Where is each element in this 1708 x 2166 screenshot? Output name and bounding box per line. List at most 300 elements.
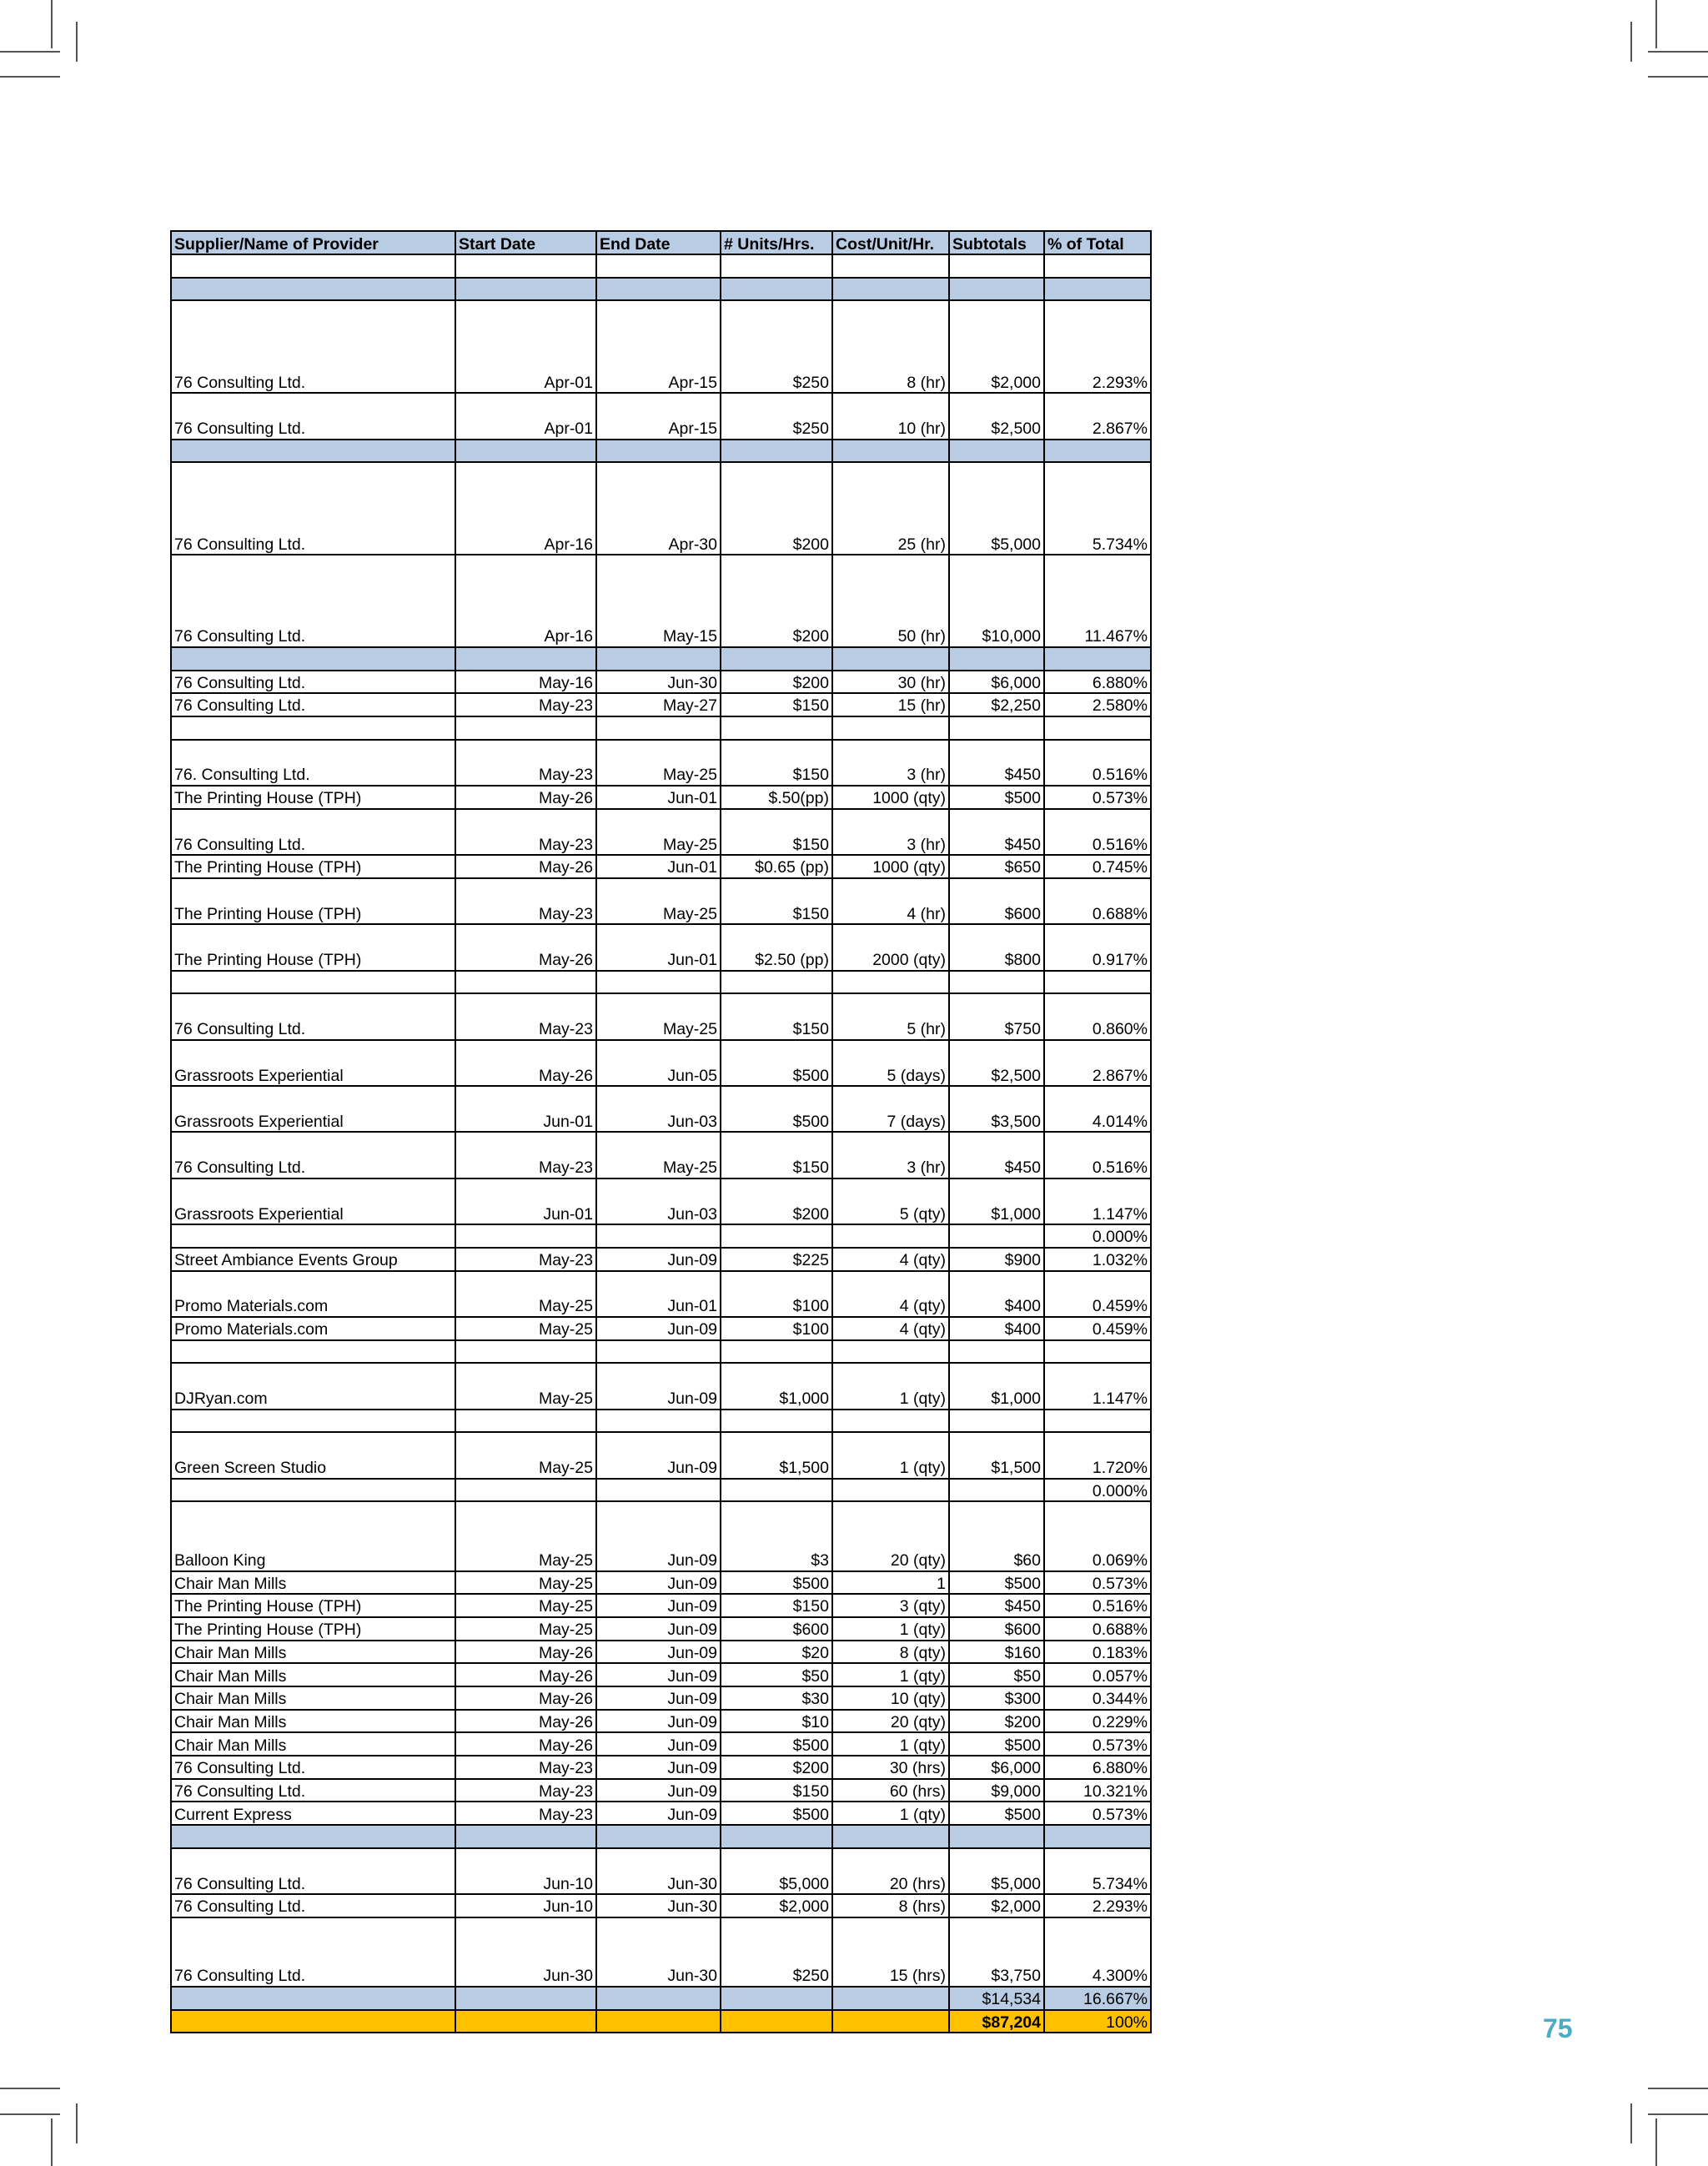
table-cell (949, 971, 1044, 994)
table-body (171, 254, 1151, 2033)
table-cell: $2.50 (pp) (721, 924, 832, 970)
table-cell: 1 (qty) (832, 1732, 949, 1756)
table-row (171, 1040, 1151, 1086)
table-cell: 1 (qty) (832, 1363, 949, 1409)
table-cell: Jun-09 (596, 1363, 721, 1409)
table-cell: 10 (hr) (832, 393, 949, 439)
table-cell: 76 Consulting Ltd. (171, 1779, 455, 1802)
table-cell: $.50(pp) (721, 786, 832, 809)
table-cell (455, 647, 596, 671)
table-cell: $500 (721, 1086, 832, 1132)
table-cell: 15 (hr) (832, 693, 949, 716)
table-cell: May-25 (455, 1501, 596, 1570)
table-cell: 20 (qty) (832, 1710, 949, 1733)
table-cell (949, 1340, 1044, 1364)
table-cell: $150 (721, 993, 832, 1039)
table-cell: May-25 (596, 993, 721, 1039)
table-cell: $750 (949, 993, 1044, 1039)
table-cell: Apr-01 (455, 393, 596, 439)
table-cell: Apr-16 (455, 462, 596, 555)
table-cell (455, 254, 596, 278)
table-row (171, 1802, 1151, 1825)
table-cell: May-26 (455, 1641, 596, 1664)
table-cell: 76 Consulting Ltd. (171, 1894, 455, 1917)
table-cell: $150 (721, 1132, 832, 1178)
table-cell: May-26 (455, 1040, 596, 1086)
crop-mark (1648, 2113, 1708, 2115)
table-cell: $450 (949, 1132, 1044, 1178)
table-cell: $400 (949, 1271, 1044, 1317)
table-cell: 1 (qty) (832, 1663, 949, 1686)
table-cell: 76 Consulting Ltd. (171, 1848, 455, 1894)
table-cell: 5.734% (1044, 462, 1151, 555)
table-cell: Jun-01 (455, 1178, 596, 1224)
table-cell: Jun-09 (596, 1248, 721, 1271)
table-cell: Jun-30 (596, 1917, 721, 1987)
table-cell (596, 1410, 721, 1433)
table-row (171, 1917, 1151, 1987)
table-cell: May-23 (455, 693, 596, 716)
table-cell: The Printing House (TPH) (171, 1594, 455, 1617)
table-cell (1044, 1340, 1151, 1364)
table-cell: Chair Man Mills (171, 1732, 455, 1756)
table-row (171, 786, 1151, 809)
table-cell: $5,000 (949, 462, 1044, 555)
table-cell: 5 (hr) (832, 993, 949, 1039)
table-cell: $2,000 (721, 1894, 832, 1917)
table-cell: 1 (832, 1571, 949, 1595)
table-cell (949, 716, 1044, 740)
table-cell: 3 (qty) (832, 1594, 949, 1617)
table-cell (596, 1825, 721, 1848)
table-cell: 0.688% (1044, 1617, 1151, 1641)
table-cell: $450 (949, 1594, 1044, 1617)
table-cell: May-25 (455, 1271, 596, 1317)
table-cell: The Printing House (TPH) (171, 855, 455, 878)
table-cell (832, 1410, 949, 1433)
table-row (171, 1594, 1151, 1617)
table-cell: 4.300% (1044, 1917, 1151, 1987)
crop-mark (1630, 2103, 1632, 2143)
table-cell: $500 (949, 1732, 1044, 1756)
table-cell (171, 971, 455, 994)
table-row (171, 740, 1151, 786)
crop-mark (1655, 0, 1657, 48)
table-row (171, 393, 1151, 439)
table-cell (596, 971, 721, 994)
table-cell (721, 278, 832, 301)
table-cell: Chair Man Mills (171, 1663, 455, 1686)
table-cell: 0.573% (1044, 1571, 1151, 1595)
table-cell: 76. Consulting Ltd. (171, 740, 455, 786)
table-cell: 0.183% (1044, 1641, 1151, 1664)
table-cell: $150 (721, 693, 832, 716)
table-row (171, 855, 1151, 878)
table-cell (596, 254, 721, 278)
table-cell (832, 278, 949, 301)
table-cell: Jun-10 (455, 1848, 596, 1894)
crop-mark (0, 51, 60, 53)
table-cell: 10.321% (1044, 1779, 1151, 1802)
table-cell: $5,000 (721, 1848, 832, 1894)
table-cell: $30 (721, 1686, 832, 1710)
crop-mark (1648, 2088, 1708, 2089)
table-cell: May-25 (455, 1363, 596, 1409)
table-cell (832, 2010, 949, 2033)
table-row (171, 878, 1151, 924)
table-cell: 0.745% (1044, 855, 1151, 878)
table-cell: Apr-15 (596, 300, 721, 393)
table-cell: May-16 (455, 671, 596, 694)
table-cell: 1000 (qty) (832, 786, 949, 809)
table-row (171, 1501, 1151, 1570)
table-row (171, 1710, 1151, 1733)
column-header: End Date (596, 231, 721, 254)
table-cell: $1,000 (949, 1178, 1044, 1224)
table-cell: 2.580% (1044, 693, 1151, 716)
table-cell: Jun-01 (596, 1271, 721, 1317)
table-cell: 2.293% (1044, 1894, 1151, 1917)
table-cell (832, 1825, 949, 1848)
table-cell (949, 278, 1044, 301)
table-cell: $225 (721, 1248, 832, 1271)
table-cell (171, 1224, 455, 1248)
table-cell: $800 (949, 924, 1044, 970)
table-cell (721, 254, 832, 278)
table-cell: $500 (949, 1802, 1044, 1825)
table-cell: $250 (721, 393, 832, 439)
table-cell: $1,000 (721, 1363, 832, 1409)
table-row (171, 440, 1151, 463)
table-cell: May-26 (455, 1732, 596, 1756)
table-cell: $1,000 (949, 1363, 1044, 1409)
table-row (171, 1086, 1151, 1132)
table-row (171, 555, 1151, 647)
table-cell: 0.516% (1044, 809, 1151, 855)
table-cell: Apr-15 (596, 393, 721, 439)
table-cell (1044, 971, 1151, 994)
table-cell: Jun-10 (455, 1894, 596, 1917)
table-cell: $60 (949, 1501, 1044, 1570)
table-cell (596, 1224, 721, 1248)
table-cell: 76 Consulting Ltd. (171, 1756, 455, 1779)
table-cell: 76 Consulting Ltd. (171, 1132, 455, 1178)
table-cell: Jun-01 (596, 924, 721, 970)
table-cell (171, 1825, 455, 1848)
table-cell (721, 1410, 832, 1433)
table-cell: 50 (hr) (832, 555, 949, 647)
table-row (171, 716, 1151, 740)
table-cell (721, 716, 832, 740)
table-cell: $87,204 (949, 2010, 1044, 2033)
table-cell (171, 1340, 455, 1364)
table-cell: 20 (hrs) (832, 1848, 949, 1894)
table-row (171, 924, 1151, 970)
table-cell: 1 (qty) (832, 1432, 949, 1478)
table-cell: 0.069% (1044, 1501, 1151, 1570)
table-cell: 6.880% (1044, 671, 1151, 694)
table-cell: May-23 (455, 740, 596, 786)
table-cell: 30 (hrs) (832, 1756, 949, 1779)
table-cell (1044, 716, 1151, 740)
table-row (171, 1571, 1151, 1595)
table-cell: Grassroots Experiential (171, 1178, 455, 1224)
table-cell: May-25 (455, 1432, 596, 1478)
table-cell: Apr-16 (455, 555, 596, 647)
table-cell (1044, 440, 1151, 463)
table-cell: 76 Consulting Ltd. (171, 809, 455, 855)
table-cell: May-23 (455, 1756, 596, 1779)
table-cell (832, 1340, 949, 1364)
table-cell: 1.147% (1044, 1178, 1151, 1224)
crop-mark (51, 2118, 53, 2166)
table-cell: Jun-09 (596, 1571, 721, 1595)
table-row (171, 1663, 1151, 1686)
table-cell: May-26 (455, 855, 596, 878)
table-cell: Jun-09 (596, 1710, 721, 1733)
table-cell: May-26 (455, 1710, 596, 1733)
table-cell: May-27 (596, 693, 721, 716)
table-cell (455, 2010, 596, 2033)
table-cell: The Printing House (TPH) (171, 878, 455, 924)
table-cell: 1 (qty) (832, 1802, 949, 1825)
table-row (171, 1825, 1151, 1848)
table-cell: $500 (721, 1802, 832, 1825)
table-cell: $14,534 (949, 1987, 1044, 2010)
table-cell: $10 (721, 1710, 832, 1733)
table-cell: $150 (721, 809, 832, 855)
table-cell: $100 (721, 1271, 832, 1317)
table-cell: 0.688% (1044, 878, 1151, 924)
column-header: # Units/Hrs. (721, 231, 832, 254)
table-row (171, 2010, 1151, 2033)
table-cell (455, 440, 596, 463)
table-cell (832, 1479, 949, 1502)
table-row (171, 1317, 1151, 1340)
table-cell (721, 1479, 832, 1502)
table-cell: $200 (721, 1178, 832, 1224)
table-cell: 1.720% (1044, 1432, 1151, 1478)
table-cell: $300 (949, 1686, 1044, 1710)
table-cell (949, 254, 1044, 278)
table-cell (1044, 278, 1151, 301)
table-cell: 0.000% (1044, 1479, 1151, 1502)
table-row (171, 1848, 1151, 1894)
table-cell: Apr-30 (596, 462, 721, 555)
table-cell (832, 254, 949, 278)
table-cell: $250 (721, 300, 832, 393)
table-cell (171, 278, 455, 301)
table-cell (949, 1224, 1044, 1248)
table-cell (596, 1479, 721, 1502)
table-cell (721, 2010, 832, 2033)
table-cell: $160 (949, 1641, 1044, 1664)
table-cell: $500 (949, 786, 1044, 809)
table-cell: $9,000 (949, 1779, 1044, 1802)
table-cell: Jun-09 (596, 1594, 721, 1617)
table-cell: 25 (hr) (832, 462, 949, 555)
table-cell (949, 647, 1044, 671)
table-row (171, 1271, 1151, 1317)
table-row (171, 1779, 1151, 1802)
table-cell: 5 (days) (832, 1040, 949, 1086)
table-cell (596, 278, 721, 301)
table-cell: May-26 (455, 786, 596, 809)
table-cell: 1000 (qty) (832, 855, 949, 878)
table-cell: $200 (949, 1710, 1044, 1733)
table-cell: 8 (hr) (832, 300, 949, 393)
crop-mark (1630, 22, 1632, 62)
table-cell (171, 647, 455, 671)
table-cell (1044, 254, 1151, 278)
table-cell: 11.467% (1044, 555, 1151, 647)
table-cell: 0.917% (1044, 924, 1151, 970)
table-cell (721, 1340, 832, 1364)
table-cell: $3 (721, 1501, 832, 1570)
table-cell: $600 (949, 878, 1044, 924)
table-cell: May-26 (455, 1663, 596, 1686)
table-cell: 15 (hrs) (832, 1917, 949, 1987)
table-cell: May-23 (455, 878, 596, 924)
table-cell: 4 (qty) (832, 1317, 949, 1340)
table-cell: Jun-09 (596, 1756, 721, 1779)
table-row (171, 1479, 1151, 1502)
table-cell: 0.229% (1044, 1710, 1151, 1733)
table-cell: The Printing House (TPH) (171, 924, 455, 970)
table-cell: May-15 (596, 555, 721, 647)
table-cell: Jun-09 (596, 1501, 721, 1570)
table-cell: May-25 (596, 1132, 721, 1178)
table-row (171, 993, 1151, 1039)
table-cell: Street Ambiance Events Group (171, 1248, 455, 1271)
table-cell: 76 Consulting Ltd. (171, 462, 455, 555)
page-number: 75 (1543, 2013, 1573, 2043)
table-cell (949, 1410, 1044, 1433)
table-cell (832, 1224, 949, 1248)
column-header: % of Total (1044, 231, 1151, 254)
table-cell: The Printing House (TPH) (171, 1617, 455, 1641)
table-cell: 4 (hr) (832, 878, 949, 924)
table-cell: 2.293% (1044, 300, 1151, 393)
table-cell: $500 (721, 1040, 832, 1086)
table-cell: 0.573% (1044, 1802, 1151, 1825)
table-cell (949, 440, 1044, 463)
table-cell: $2,500 (949, 393, 1044, 439)
table-row (171, 1641, 1151, 1664)
table-cell: Green Screen Studio (171, 1432, 455, 1478)
table-row (171, 1987, 1151, 2010)
table-cell (455, 716, 596, 740)
table-cell (171, 1479, 455, 1502)
table-row (171, 300, 1151, 393)
table-cell: 60 (hrs) (832, 1779, 949, 1802)
table-cell (596, 1340, 721, 1364)
table-cell: Jun-30 (596, 1848, 721, 1894)
table-cell: 76 Consulting Ltd. (171, 1917, 455, 1987)
table-cell (455, 1224, 596, 1248)
table-cell: Promo Materials.com (171, 1317, 455, 1340)
table-cell (1044, 1410, 1151, 1433)
table-cell: 100% (1044, 2010, 1151, 2033)
table-cell (949, 1479, 1044, 1502)
table-cell: $50 (721, 1663, 832, 1686)
table-cell (721, 647, 832, 671)
table-cell (596, 647, 721, 671)
table-cell: Jun-09 (596, 1732, 721, 1756)
table-cell (455, 1825, 596, 1848)
column-header: Subtotals (949, 231, 1044, 254)
table-cell: Jun-05 (596, 1040, 721, 1086)
crop-mark (1648, 76, 1708, 78)
table-cell: $1,500 (721, 1432, 832, 1478)
table-cell: 5.734% (1044, 1848, 1151, 1894)
table-cell: $200 (721, 671, 832, 694)
table-row (171, 809, 1151, 855)
table-cell (171, 1987, 455, 2010)
table-cell: 2.867% (1044, 393, 1151, 439)
table-cell (721, 1825, 832, 1848)
table-cell: Apr-01 (455, 300, 596, 393)
table-cell: Chair Man Mills (171, 1641, 455, 1664)
table-cell: Jun-09 (596, 1686, 721, 1710)
table-cell (455, 1340, 596, 1364)
table-cell (596, 716, 721, 740)
table-cell: Chair Man Mills (171, 1686, 455, 1710)
table-cell: $150 (721, 1779, 832, 1802)
table-cell: $400 (949, 1317, 1044, 1340)
table-cell: $5,000 (949, 1848, 1044, 1894)
table-cell: 4 (qty) (832, 1248, 949, 1271)
column-header: Supplier/Name of Provider (171, 231, 455, 254)
table-cell: Jun-30 (596, 1894, 721, 1917)
table-cell: $500 (721, 1571, 832, 1595)
table-cell (171, 716, 455, 740)
table-row (171, 1178, 1151, 1224)
table-cell: May-25 (455, 1594, 596, 1617)
crop-mark (1648, 51, 1708, 53)
table-cell: Jun-01 (596, 786, 721, 809)
table-cell: 0.516% (1044, 1594, 1151, 1617)
table-cell: May-25 (596, 740, 721, 786)
table-cell: 76 Consulting Ltd. (171, 993, 455, 1039)
table-cell: $600 (949, 1617, 1044, 1641)
table-row (171, 1756, 1151, 1779)
table-cell: $10,000 (949, 555, 1044, 647)
table-cell: May-25 (596, 809, 721, 855)
table-cell (455, 278, 596, 301)
table-cell (721, 971, 832, 994)
table-cell (832, 1987, 949, 2010)
table-cell: 0.000% (1044, 1224, 1151, 1248)
table-cell: May-25 (455, 1571, 596, 1595)
table-cell (1044, 647, 1151, 671)
table-cell: Jun-09 (596, 1617, 721, 1641)
table-cell (832, 440, 949, 463)
table-cell: $50 (949, 1663, 1044, 1686)
table-row (171, 1732, 1151, 1756)
table-row (171, 971, 1151, 994)
table-cell (596, 440, 721, 463)
table-cell (832, 647, 949, 671)
table-cell: $2,500 (949, 1040, 1044, 1086)
table-row (171, 1432, 1151, 1478)
crop-mark (1655, 2118, 1657, 2166)
table-cell: 76 Consulting Ltd. (171, 693, 455, 716)
crop-mark (76, 22, 78, 62)
table-row (171, 1410, 1151, 1433)
table-cell (596, 1987, 721, 2010)
table-cell: $0.65 (pp) (721, 855, 832, 878)
